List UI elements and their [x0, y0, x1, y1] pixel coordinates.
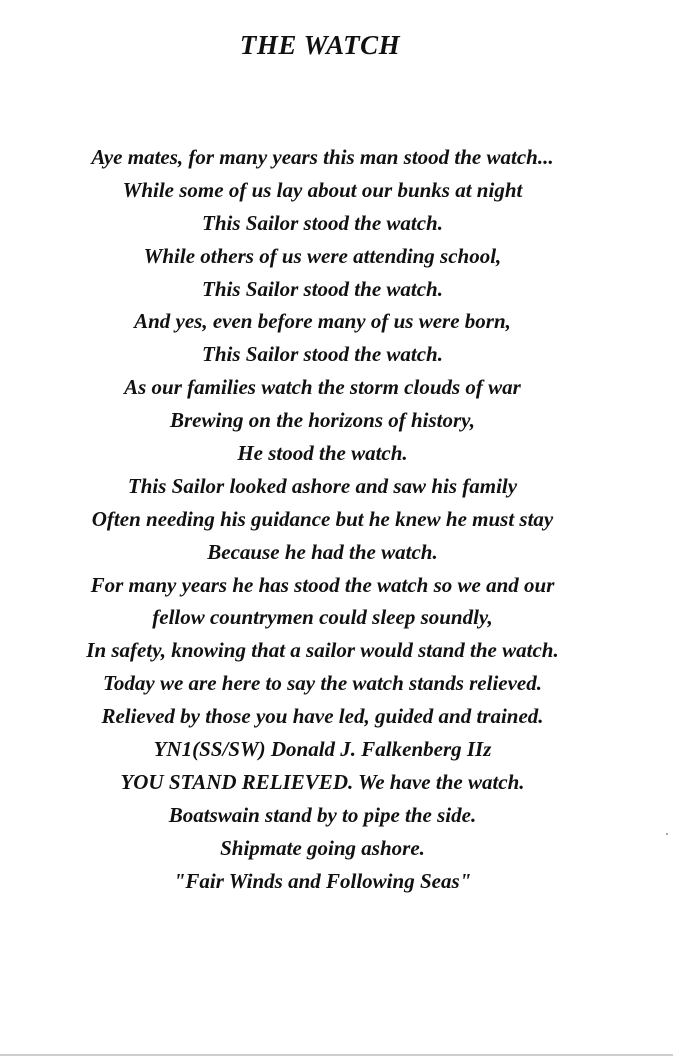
poem-line: "Fair Winds and Following Seas" — [173, 868, 472, 893]
poem-line: He stood the watch. — [237, 441, 408, 466]
poem-line: Brewing on the horizons of history, — [170, 408, 475, 433]
poem-line: This Sailor stood the watch. — [202, 276, 443, 301]
poem-body — [0, 141, 645, 897]
poem-line: Boatswain stand by to pipe the side. — [168, 802, 477, 827]
poem-line: While others of us were attending school, — [143, 243, 502, 268]
poem-title: THE WATCH — [239, 30, 401, 60]
poem-line: YN1(SS/SW) Donald J. Falkenberg IIz — [153, 737, 492, 762]
poem-line: Aye mates, for many years this man stood the watch... — [91, 145, 554, 169]
poem-line: YOU STAND RELIEVED. We have the watch. — [120, 769, 525, 794]
poem-line: Relieved by those you have led, guided and trained. — [101, 704, 544, 729]
poem-line: This Sailor looked ashore and saw his family — [127, 473, 518, 498]
scan-speck — [666, 833, 668, 835]
poem-line: As our families watch the storm clouds of war — [124, 375, 521, 400]
poem-line: While some of us lay about our bunks at night — [122, 177, 523, 202]
scan-bottom-edge — [0, 1054, 673, 1056]
poem-line: In safety, knowing that a sailor would stand the watch. — [86, 638, 559, 663]
poem-line: For many years he has stood the watch so we and our — [90, 572, 555, 597]
poem-line: This Sailor stood the watch. — [202, 342, 443, 367]
poem-line: This Sailor stood the watch. — [202, 210, 443, 235]
poem-line: Today we are here to say the watch stands relieved. — [102, 671, 543, 696]
poem-line: Shipmate going ashore. — [220, 835, 425, 860]
poem-line: Because he had the watch. — [207, 539, 438, 564]
poem-line: And yes, even before many of us were born, — [134, 309, 511, 334]
poem-line: Often needing his guidance but he knew he must stay — [91, 506, 554, 531]
poem-line: fellow countrymen could sleep soundly, — [152, 605, 493, 630]
